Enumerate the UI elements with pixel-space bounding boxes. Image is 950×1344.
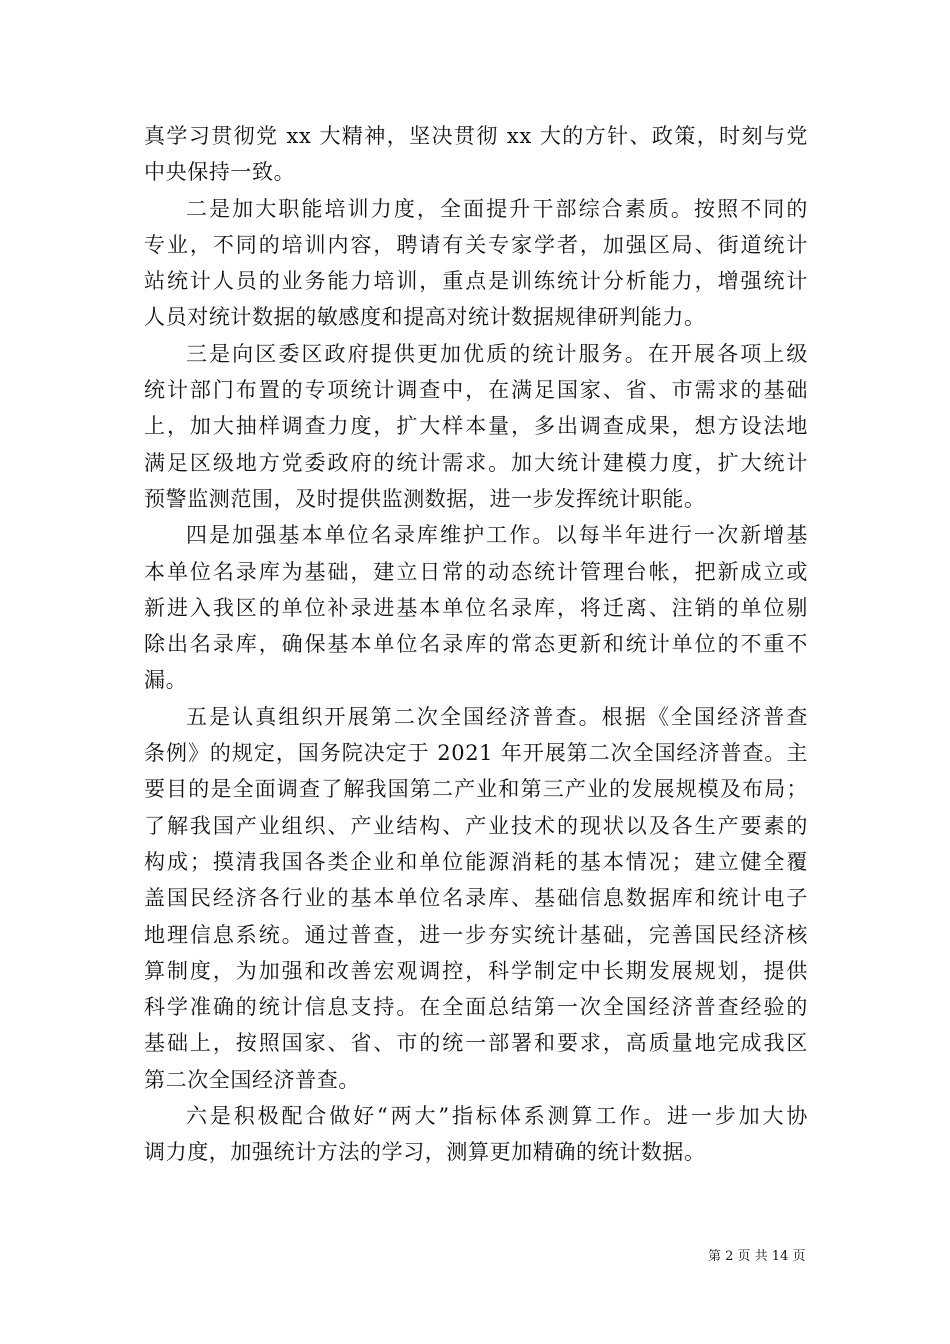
text-line: 了解我国产业组织、产业结构、产业技术的现状以及各生产要素的	[144, 813, 808, 838]
text-line: 构成；摸清我国各类企业和单位能源消耗的基本情况；建立健全覆	[144, 849, 808, 874]
paragraph-item-6	[144, 1098, 808, 1171]
text-line: 要目的是全面调查了解我国第二产业和第三产业的发展规模及布局；	[144, 777, 808, 802]
text-line: 算制度，为加强和改善宏观调控，科学制定中长期发展规划，提供	[144, 958, 808, 983]
text-line: 六是积极配合做好“两大”指标体系测算工作。进一步加大协	[186, 1104, 808, 1129]
text-line: 第二次全国经济普查。	[144, 1067, 360, 1092]
text-line: 专业，不同的培训内容，聘请有关专家学者，加强区局、街道统计	[144, 232, 808, 257]
document-body	[144, 118, 808, 1171]
text-line: 二是加大职能培训力度，全面提升干部综合素质。按照不同的	[186, 196, 808, 221]
text-line: 真学习贯彻党 xx 大精神，坚决贯彻 xx 大的方针、政策，时刻与党	[144, 124, 808, 148]
page-number-footer: 第 2 页 共 14 页	[708, 1249, 806, 1264]
text-line: 本单位名录库为基础，建立日常的动态统计管理台帐，把新成立或	[144, 559, 808, 584]
text-line: 盖国民经济各行业的基本单位名录库、基础信息数据库和统计电子	[144, 886, 808, 911]
text-line: 基础上，按照国家、省、市的统一部署和要求，高质量地完成我区	[144, 1031, 808, 1056]
text-line: 预警监测范围，及时提供监测数据，进一步发挥统计职能。	[144, 486, 706, 511]
paragraph-item-2	[144, 191, 808, 336]
text-line: 科学准确的统计信息支持。在全面总结第一次全国经济普查经验的	[144, 995, 808, 1020]
text-line: 新进入我区的单位补录进基本单位名录库，将迁离、注销的单位剔	[144, 595, 808, 620]
paragraph-item-4	[144, 517, 808, 698]
text-line: 站统计人员的业务能力培训，重点是训练统计分析能力，增强统计	[144, 269, 808, 294]
text-line: 满足区级地方党委政府的统计需求。加大统计建模力度，扩大统计	[144, 450, 808, 475]
paragraph-item-5	[144, 699, 808, 1098]
text-line: 五是认真组织开展第二次全国经济普查。根据《全国经济普查	[186, 704, 808, 729]
paragraph-item-3	[144, 336, 808, 517]
text-line: 地理信息系统。通过普查，进一步夯实统计基础，完善国民经济核	[144, 922, 808, 947]
text-line: 四是加强基本单位名录库维护工作。以每半年进行一次新增基	[186, 523, 808, 548]
text-line: 人员对统计数据的敏感度和提高对统计数据规律研判能力。	[144, 305, 706, 330]
text-line: 条例》的规定，国务院决定于 2021 年开展第二次全国经济普查。主	[144, 741, 808, 766]
text-line: 中央保持一致。	[144, 160, 296, 185]
paragraph-continuation	[144, 118, 808, 191]
text-line: 漏。	[144, 668, 188, 693]
text-line: 调力度，加强统计方法的学习，测算更加精确的统计数据。	[144, 1140, 706, 1165]
text-line: 上，加大抽样调查力度，扩大样本量，多出调查成果，想方设法地	[144, 414, 808, 439]
text-line: 除出名录库，确保基本单位名录库的常态更新和统计单位的不重不	[144, 632, 808, 657]
text-line: 三是向区委区政府提供更加优质的统计服务。在开展各项上级	[186, 341, 808, 366]
text-line: 统计部门布置的专项统计调查中，在满足国家、省、市需求的基础	[144, 378, 808, 403]
